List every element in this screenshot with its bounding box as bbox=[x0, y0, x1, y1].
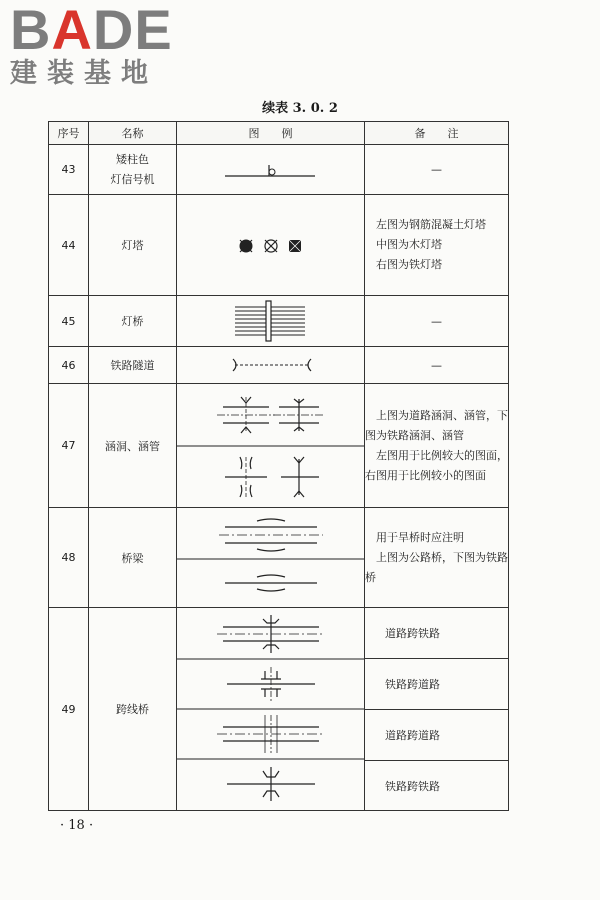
logo-wordmark: BADE bbox=[10, 0, 173, 61]
symbol-cell bbox=[177, 347, 365, 384]
logo-subtitle: 建装基地 bbox=[10, 58, 158, 89]
table-caption: 续表 3. 0. 2 bbox=[262, 101, 338, 116]
symbol-cell bbox=[177, 145, 365, 195]
row-no: 44 bbox=[49, 195, 89, 296]
symbol-cell bbox=[177, 195, 365, 296]
row-remark: — bbox=[365, 145, 509, 195]
symbol-cell bbox=[177, 508, 365, 608]
row-no: 49 bbox=[49, 608, 89, 811]
row-remark: 道路跨铁路 铁路跨道路 道路跨道路 铁路跨铁路 bbox=[365, 608, 509, 811]
symbol-cell bbox=[177, 608, 365, 811]
symbol-cell bbox=[177, 296, 365, 347]
low-signal-symbol bbox=[177, 146, 364, 194]
row-no: 43 bbox=[49, 145, 89, 195]
page-number: · 18 · bbox=[60, 818, 94, 833]
row-remark: — bbox=[365, 296, 509, 347]
table-header-row bbox=[49, 122, 509, 145]
symbol-cell bbox=[177, 384, 365, 508]
table-row bbox=[49, 384, 509, 508]
row-remark: — bbox=[365, 347, 509, 384]
header-no: 序号 bbox=[49, 122, 89, 145]
row-remark: 左图为钢筋混凝土灯塔 中图为木灯塔 右图为铁灯塔 bbox=[365, 195, 509, 296]
light-tower-symbols bbox=[177, 196, 364, 294]
light-bridge-symbol bbox=[177, 297, 364, 345]
row-name: 灯桥 bbox=[89, 296, 177, 347]
header-remark: 备 注 bbox=[365, 122, 509, 145]
row-name: 桥梁 bbox=[89, 508, 177, 608]
railway-tunnel-symbol bbox=[177, 348, 364, 382]
table-row bbox=[49, 296, 509, 347]
table-row bbox=[49, 195, 509, 296]
overpass-symbols bbox=[177, 609, 364, 809]
row-name: 涵洞、涵管 bbox=[89, 384, 177, 508]
row-no: 45 bbox=[49, 296, 89, 347]
table-row bbox=[49, 608, 509, 811]
bridge-symbols bbox=[177, 509, 364, 607]
table-row bbox=[49, 347, 509, 384]
row-name: 铁路隧道 bbox=[89, 347, 177, 384]
row-remark: 用于旱桥时应注明 上图为公路桥，下图为铁路桥 bbox=[365, 508, 509, 608]
row-remark: 上图为道路涵洞、涵管，下图为铁路涵洞、涵管 左图用于比例较大的图面，右图用于比例较小的图面 bbox=[365, 384, 509, 508]
row-name: 矮柱色 灯信号机 bbox=[89, 145, 177, 195]
legend-table bbox=[48, 121, 509, 811]
row-no: 47 bbox=[49, 384, 89, 508]
header-name: 名称 bbox=[89, 122, 177, 145]
row-name: 跨线桥 bbox=[89, 608, 177, 811]
table-row bbox=[49, 508, 509, 608]
row-name: 灯塔 bbox=[89, 195, 177, 296]
logo bbox=[10, 0, 173, 90]
table-row bbox=[49, 145, 509, 195]
row-no: 46 bbox=[49, 347, 89, 384]
culvert-symbols bbox=[177, 385, 364, 507]
header-legend: 图 例 bbox=[177, 122, 365, 145]
row-no: 48 bbox=[49, 508, 89, 608]
